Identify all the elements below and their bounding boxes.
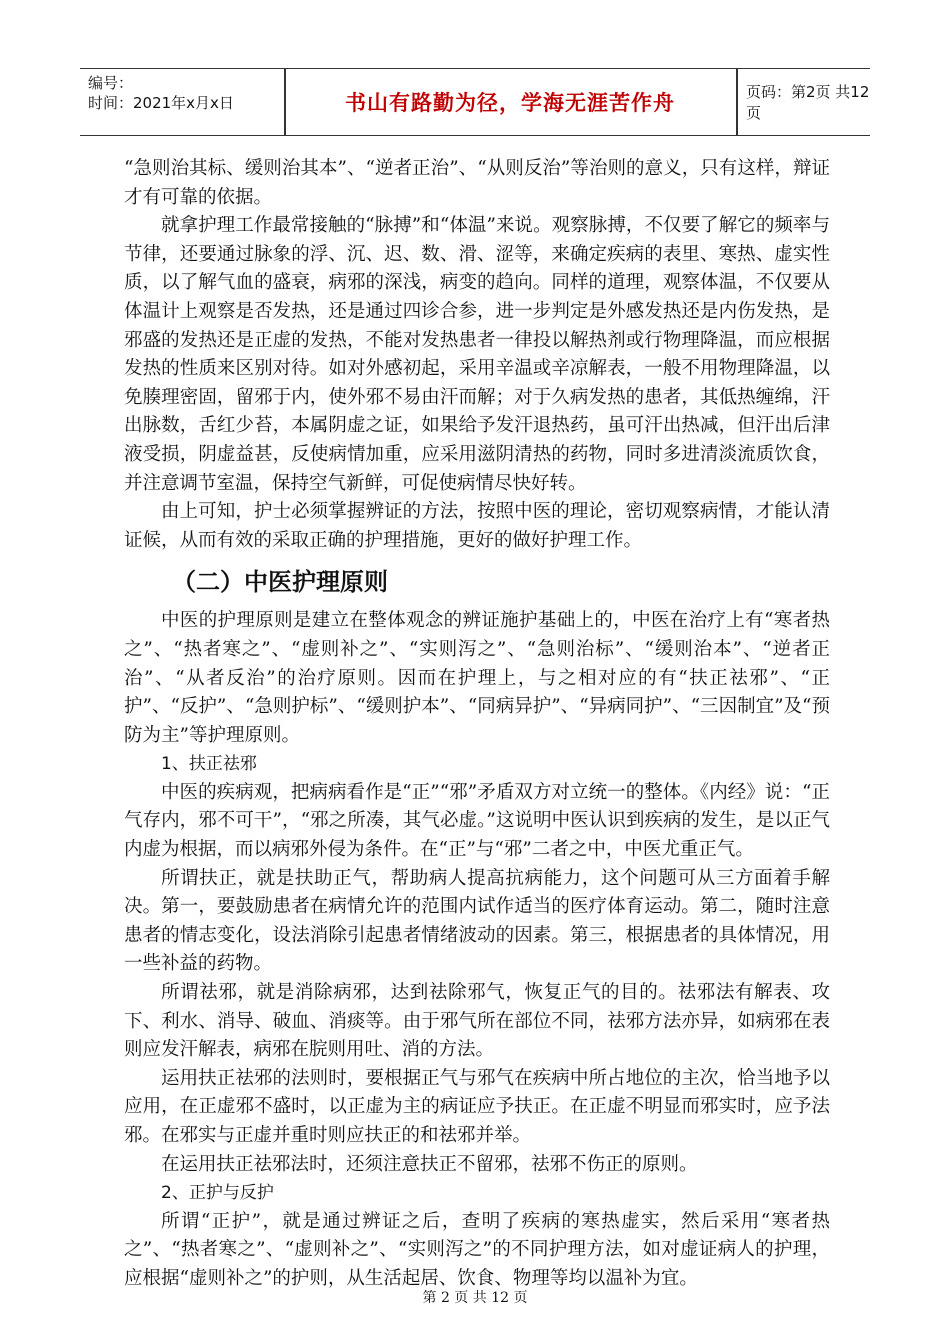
paragraph-zhenghu: 所谓“正护”，就是通过辨证之后，查明了疾病的寒热虚实，然后采用“寒者热之”、“热者寒之”、“虚则补之”、“实则泻之”的不同护理方法，如对虚证病人的护理，应根据“虚则补之”的护则，从生活起居、饮食、物理等均以温补为宜。 [124,1210,830,1289]
paragraph-continuation: “急则治其标、缓则治其本”、“逆者正治”、“从则反治”等治则的意义，只有这样，辩证才有可靠的依据。 [124,158,830,208]
document-body [124,155,830,1294]
header-divider-right [736,69,738,135]
paragraph-quxie: 所谓祛邪，就是消除病邪，达到祛除邪气，恢复正气的目的。祛邪法有解表、攻下、利水、消导、破血、消痰等。由于邪气所在部位不同，祛邪方法亦异，如病邪在表则应发汗解表，病邪在脘则用吐、消的方法。 [124,982,830,1061]
paragraph-principles-intro: 中医的护理原则是建立在整体观念的辨证施护基础上的，中医在治疗上有“寒者热之”、“热者寒之”、“虚则补之”、“实则泻之”、“急则治标”、“缓则治本”、“逆者正治”、“从者反治”的治疗原则。因而在护理上，与之相对应的有“扶正祛邪”、“正护”、“反护”、“急则护标”、“缓则护本”、“同病异护”、“异病同护”、“三因制宜”及“预防为主”等护理原则。 [124,610,830,746]
paragraph-pulse-temperature: 就拿护理工作最常接触的“脉搏”和“体温”来说。观察脉搏，不仅要了解它的频率与节律，还要通过脉象的浮、沉、迟、数、滑、涩等，来确定疾病的表里、寒热、虚实性质，以了解气血的盛衰，病邪的深浅，病变的趋向。同样的道理，观察体温，不仅要从体温计上观察是否发热，还是通过四诊合参，进一步判定是外感发热还是内伤发热，是邪盛的发热还是正虚的发热，不能对发热患者一律投以解热剂或行物理降温，而应根据发热的性质来区别对待。如对外感初起，采用辛温或辛凉解表，一般不用物理降温，以免腠理密固，留邪于内，使外邪不易由汗而解；对于久病发热的患者，其低热缠绵，汗出脉数，舌红少苔，本属阴虚之证，如果给予发汗退热药，虽可汗出热减，但汗出后津液受损，阴虚益甚，反使病情加重，应采用滋阴清热的药物，同时多进清淡流质饮食，并注意调节室温，保持空气新鲜，可促使病情尽快好转。 [124,215,830,494]
paragraph-disease-view: 中医的疾病观，把病病看作是“正”“邪”矛盾双方对立统一的整体。《内经》说：“正气存内，邪不可干”，“邪之所凑，其气必虚。”这说明中医认识到疾病的发生，是以正气内虚为根据，而以病邪外侵为条件。在“正”与“邪”二者之中，中医尤重正气。 [124,781,830,861]
page-footer: 第 2 页 共 12 页 [422,1290,528,1306]
header-page-info: 页码：第2页 共12页 [746,83,870,122]
header-motto: 书山有路勤为径，学海无涯苦作舟 [345,91,675,115]
page-header [80,68,870,136]
header-meta [88,73,278,113]
paragraph-caution: 在运用扶正祛邪法时，还须注意扶正不留邪，祛邪不伤正的原则。 [161,1153,698,1175]
section-heading-nursing-principles: （二）中医护理原则 [172,568,388,597]
document-date: 时间：2021年x月x日 [88,94,234,112]
subheading-fuzheng-quxie: 1、扶正祛邪 [161,754,257,775]
paragraph-fuzheng: 所谓扶正，就是扶助正气，帮助病人提高抗病能力，这个问题可从三方面着手解决。第一，要鼓励患者在病情允许的范围内试作适当的医疗体育运动。第二，随时注意患者的情志变化，设法消除引起患者情绪波动的因素。第三，根据患者的具体情况，用一些补益的药物。 [124,867,830,975]
paragraph-application: 运用扶正祛邪的法则时，要根据正气与邪气在疾病中所占地位的主次，恰当地予以应用，在正虚邪不盛时，以正虚为主的病证应予扶正。在正虚不明显而邪实时，应予法邪。在邪实与正虚并重时则应扶正的和祛邪并举。 [124,1067,830,1146]
paragraph-conclusion: 由上可知，护士必须掌握辨证的方法，按照中医的理论，密切观察病情，才能认清证候，从而有效的采取正确的护理措施，更好的做好护理工作。 [124,501,830,551]
subheading-zhenghu-fanhu: 2、正护与反护 [161,1183,274,1204]
document-number-label: 编号： [88,74,134,92]
